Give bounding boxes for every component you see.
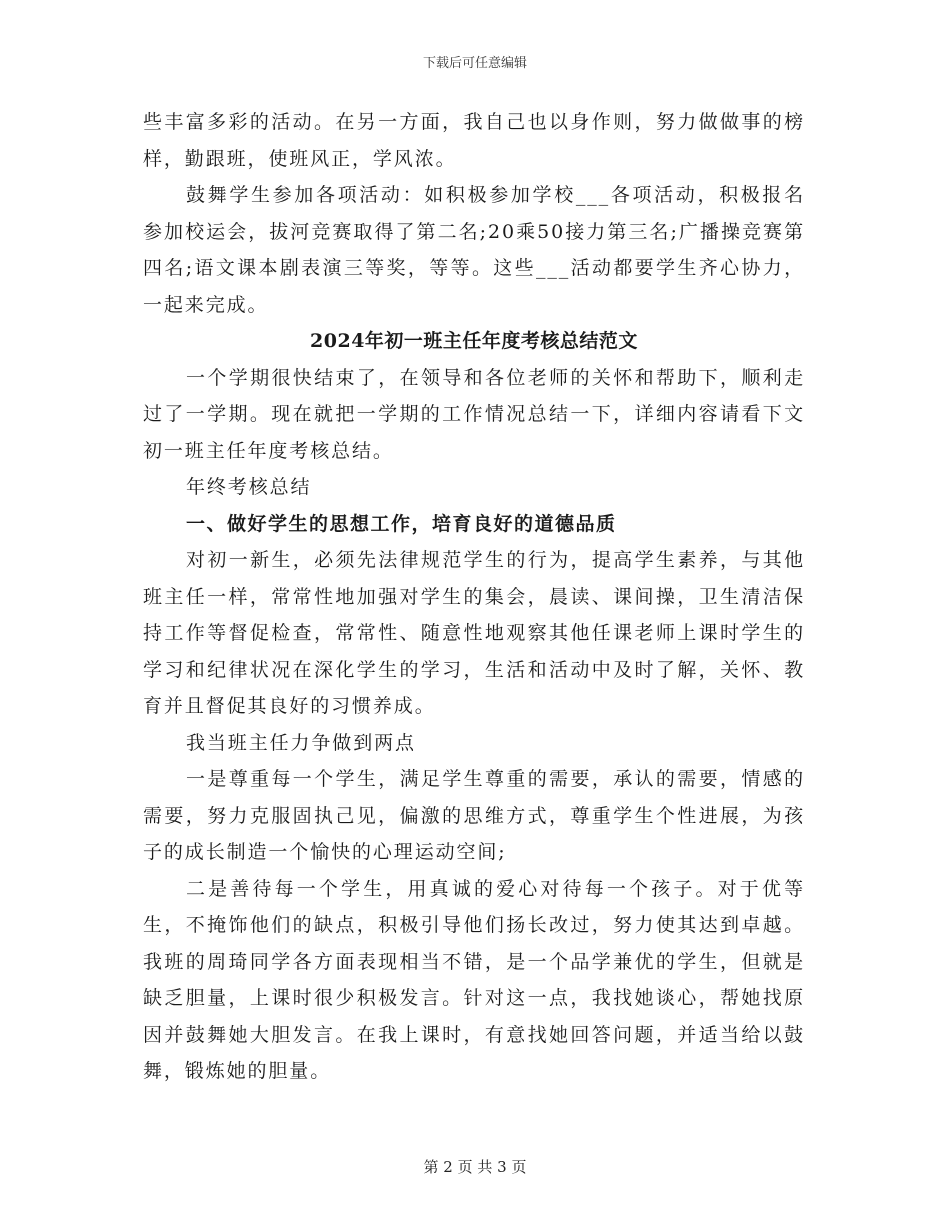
page-header: 下载后可任意编辑 (422, 56, 527, 71)
paragraph-2: 鼓舞学生参加各项活动：如积极参加学校___各项活动，积极报名参加校运会，拔河竞赛取得了第二名;20乘50接力第三名;广播操竞赛第四名;语文课本剧表演三等奖，等等。这些___活动都要学生齐心协力，一起来完成。 (143, 184, 805, 316)
document-body (143, 104, 805, 1090)
paragraph-7: 一是尊重每一个学生，满足学生尊重的需要，承认的需要，情感的需要，努力克服固执己见，偏激的思维方式，尊重学生个性进展，为孩子的成长制造一个愉快的心理运动空间; (143, 768, 805, 863)
paragraph-1: 些丰富多彩的活动。在另一方面，我自己也以身作则，努力做做事的榜样，勤跟班，使班风正，学风浓。 (143, 111, 805, 170)
paragraph-4: 年终考核总结 (186, 476, 312, 498)
paragraph-3: 一个学期很快结束了，在领导和各位老师的关怀和帮助下，顺利走过了一学期。现在就把一学期的工作情况总结一下，详细内容请看下文初一班主任年度考核总结。 (143, 366, 805, 462)
paragraph-5: 对初一新生，必须先法律规范学生的行为，提高学生素养，与其他班主任一样，常常性地加强对学生的集会，晨读、课间操，卫生清洁保持工作等督促检查，常常性、随意性地观察其他任课老师上课时学生的学习和纪律状况在深化学生的学习，生活和活动中及时了解，关怀、教育并且督促其良好的习惯养成。 (143, 549, 805, 717)
paragraph-8: 二是善待每一个学生，用真诚的爱心对待每一个孩子。对于优等生，不掩饰他们的缺点，积极引导他们扬长改过，努力使其达到卓越。我班的周琦同学各方面表现相当不错，是一个品学兼优的学生，但就是缺乏胆量，上课时很少积极发言。针对这一点，我找她谈心，帮她找原因并鼓舞她大胆发言。在我上课时，有意找她回答问题，并适当给以鼓舞，锻炼她的胆量。 (143, 877, 805, 1082)
section-title: 2024年初一班主任年度考核总结范文 (310, 330, 638, 352)
paragraph-6: 我当班主任力争做到两点 (186, 731, 416, 754)
subsection-heading: 一、做好学生的思想工作，培育良好的道德品质 (186, 512, 617, 535)
page-footer: 第 2 页 共 3 页 (423, 1158, 527, 1176)
